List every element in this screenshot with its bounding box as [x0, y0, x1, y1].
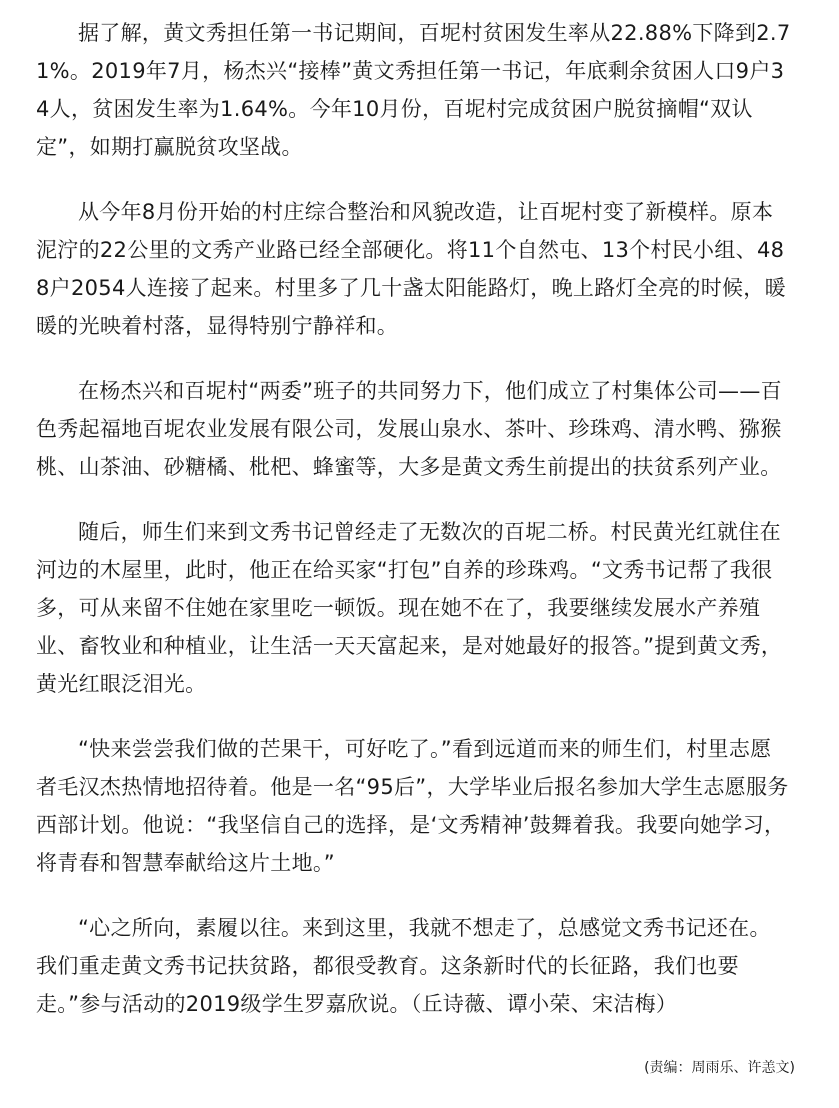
article-paragraph: 据了解，黄文秀担任第一书记期间，百坭村贫困发生率从22.88%下降到2.71%。2019年7月，杨杰兴“接棒”黄文秀担任第一书记，年底剩余贫困人口9户34人，贫困发生率为1.64%。今年10月份，百坭村完成贫困户脱贫摘帽“双认定”，如期打赢脱贫攻坚战。	[36, 21, 791, 159]
article-paragraph: 在杨杰兴和百坭村“两委”班子的共同努力下，他们成立了村集体公司——百色秀起福地百坭农业发展有限公司，发展山泉水、茶叶、珍珠鸡、清水鸭、猕猴桃、山茶油、砂糖橘、枇杷、蜂蜜等，大多是黄文秀生前提出的扶贫系列产业。	[36, 379, 782, 479]
editor-credit: (责编：周雨乐、许恙文)	[644, 1060, 795, 1076]
article-paragraph: 随后，师生们来到文秀书记曾经走了无数次的百坭二桥。村民黄光红就住在河边的木屋里，此时，他正在给买家“打包”自养的珍珠鸡。“文秀书记帮了我很多，可从来留不住她在家里吃一顿饭。现在她不在了，我要继续发展水产养殖业、畜牧业和种植业，让生活一天天富起来，是对她最好的报答。”提到黄文秀，黄光红眼泛泪光。	[36, 520, 783, 696]
article-paragraph: “心之所向，素履以往。来到这里，我就不想走了，总感觉文秀书记还在。我们重走黄文秀书记扶贫路，都很受教育。这条新时代的长征路，我们也要走。”参与活动的2019级学生罗嘉欣说。（丘诗薇、谭小荣、宋洁梅）	[36, 916, 771, 1016]
article-body	[36, 14, 792, 1050]
article-paragraph: “快来尝尝我们做的芒果干，可好吃了。”看到远道而来的师生们，村里志愿者毛汉杰热情地招待着。他是一名“95后”，大学毕业后报名参加大学生志愿服务西部计划。他说：“我坚信自己的选择，是‘文秀精神’鼓舞着我。我要向她学习，将青春和智慧奉献给这片土地。”	[36, 737, 789, 875]
article-paragraph: 从今年8月份开始的村庄综合整治和风貌改造，让百坭村变了新模样。原本泥泞的22公里的文秀产业路已经全部硬化。将11个自然屯、13个村民小组、488户2054人连接了起来。村里多了几十盏太阳能路灯，晚上路灯全亮的时候，暖暖的光映着村落，显得特别宁静祥和。	[36, 200, 786, 338]
